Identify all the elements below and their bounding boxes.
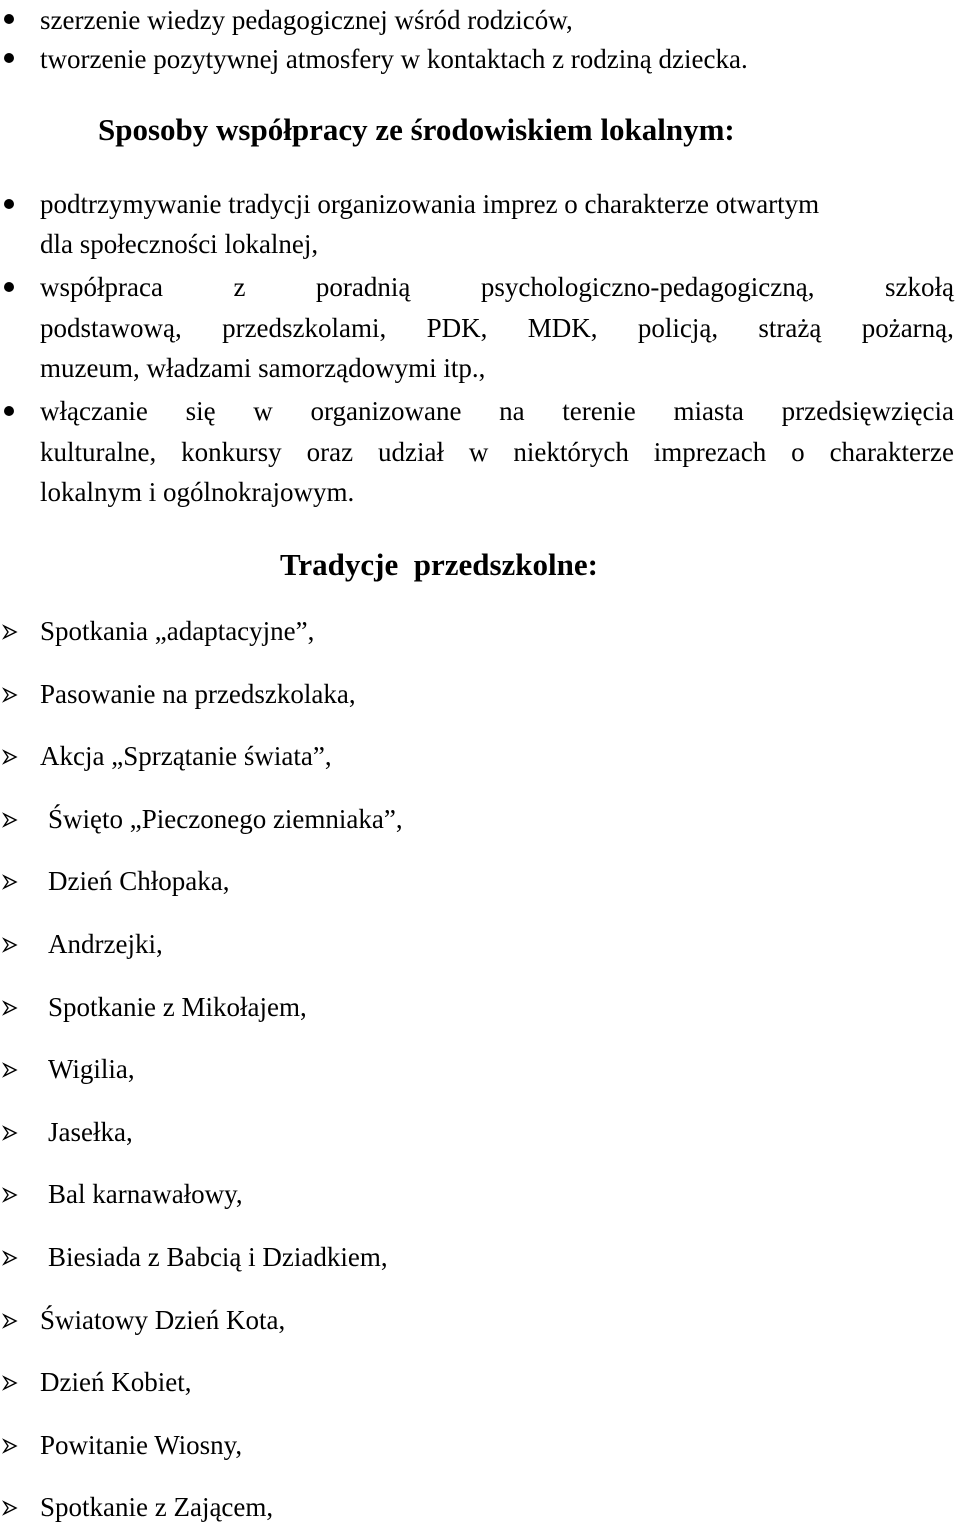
word: konkursy: [181, 437, 282, 467]
arrow-bullet-icon: [2, 1062, 18, 1078]
arrow-bullet-icon: [2, 749, 18, 765]
word: na: [499, 396, 525, 426]
word: włączanie: [40, 396, 148, 426]
tradition-item: Dzień Kobiet,: [40, 1367, 192, 1398]
word: imprezach: [653, 437, 767, 467]
bullet-dot-icon: [4, 199, 14, 209]
word: MDK,: [527, 313, 598, 343]
word: niektórych: [513, 437, 629, 467]
word: w: [253, 396, 273, 426]
bullet-dot-icon: [4, 282, 14, 292]
list-item-line: [40, 308, 954, 348]
word: udział: [378, 437, 444, 467]
word: w: [468, 437, 489, 467]
word: psychologiczno-pedagogiczną,: [480, 272, 815, 302]
word: przedsięwzięcia: [781, 396, 954, 426]
word: poradnią: [315, 272, 411, 302]
list-item-line: podtrzymywanie tradycji organizowania imprez o charakterze otwartym: [40, 189, 820, 219]
word: charakterze: [829, 437, 954, 467]
tradition-item: Andrzejki,: [48, 929, 163, 959]
word: organizowane: [310, 396, 462, 426]
word: miasta: [673, 396, 744, 426]
list-item: szerzenie wiedzy pedagogicznej wśród rodziców,: [40, 5, 573, 35]
tradition-item: Biesiada z Babcią i Dziadkiem,: [48, 1242, 388, 1272]
arrow-bullet-icon: [2, 1500, 18, 1516]
justified-line: [40, 308, 954, 348]
bullet-dot-icon: [4, 14, 14, 24]
tradition-item: Bal karnawałowy,: [48, 1179, 243, 1210]
list-item-line: muzeum, władzami samorządowymi itp.,: [40, 353, 486, 383]
tradition-item: Spotkanie z Mikołajem,: [48, 991, 307, 1022]
tradition-item: Powitanie Wiosny,: [40, 1429, 243, 1460]
justified-line: [40, 391, 954, 431]
tradition-item: Święto „Pieczonego ziemniaka”,: [48, 803, 403, 834]
word: przedszkolami,: [222, 313, 387, 343]
arrow-bullet-icon: [2, 812, 18, 828]
bullet-dot-icon: [4, 53, 14, 63]
word: się: [185, 396, 216, 426]
arrow-bullet-icon: [2, 1438, 18, 1454]
word: terenie: [562, 396, 636, 426]
tradition-item: Wigilia,: [48, 1054, 135, 1085]
tradition-item: Dzień Chłopaka,: [48, 866, 230, 897]
word: z: [233, 272, 246, 302]
word: policją,: [637, 313, 719, 343]
arrow-bullet-icon: [2, 1125, 18, 1141]
arrow-bullet-icon: [2, 624, 18, 640]
list-item: tworzenie pozytywnej atmosfery w kontaktach z rodziną dziecka.: [40, 44, 748, 74]
tradition-item: Jasełka,: [48, 1116, 133, 1147]
word: współpraca: [40, 272, 163, 302]
list-item-line: [40, 267, 954, 307]
tradition-item: Pasowanie na przedszkolaka,: [40, 678, 356, 709]
justified-line: [40, 267, 954, 307]
list-item-line: [40, 432, 954, 472]
list-item-line: lokalnym i ogólnokrajowym.: [40, 477, 355, 507]
arrow-bullet-icon: [2, 1187, 18, 1203]
tradition-item: Światowy Dzień Kota,: [40, 1304, 286, 1335]
arrow-bullet-icon: [2, 874, 18, 890]
arrow-bullet-icon: [2, 1375, 18, 1391]
bullet-dot-icon: [4, 406, 14, 416]
justified-line: [40, 432, 954, 472]
word: strażą: [758, 313, 822, 343]
arrow-bullet-icon: [2, 687, 18, 703]
word: o: [791, 437, 805, 467]
tradition-item: Akcja „Sprzątanie świata”,: [40, 741, 332, 772]
word: pożarną,: [861, 313, 954, 343]
word: podstawową,: [40, 313, 182, 343]
word: oraz: [306, 437, 354, 467]
word: kulturalne,: [40, 437, 157, 467]
arrow-bullet-icon: [2, 1000, 18, 1016]
word: szkołą: [884, 272, 954, 302]
word: PDK,: [426, 313, 488, 343]
arrow-bullet-icon: [2, 937, 18, 953]
section-heading-traditions: Tradycje przedszkolne:: [280, 547, 598, 582]
tradition-item: Spotkanie z Zającem,: [40, 1492, 274, 1523]
list-item-line: dla społeczności lokalnej,: [40, 229, 319, 259]
arrow-bullet-icon: [2, 1313, 18, 1329]
section-heading-local-cooperation: Sposoby współpracy ze środowiskiem lokalnym:: [98, 112, 735, 147]
arrow-bullet-icon: [2, 1250, 18, 1266]
list-item-line: [40, 391, 954, 431]
tradition-item: Spotkania „adaptacyjne”,: [40, 616, 315, 646]
